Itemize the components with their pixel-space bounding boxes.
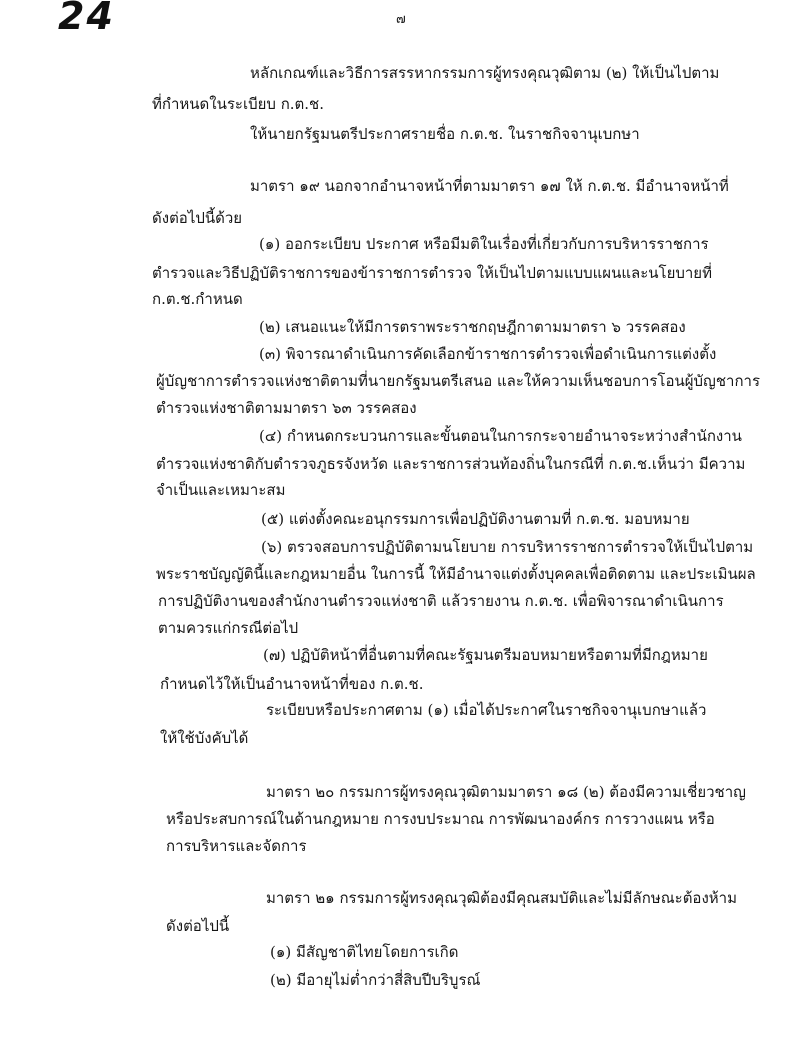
handwritten-page-number: 24 — [58, 0, 115, 38]
text-line: พระราชบัญญัตินี้และกฎหมายอื่น ในการนี้ ให้มีอำนาจแต่งตั้งบุคคลเพื่อติดตาม และประเมินผล — [156, 565, 756, 583]
text-line: ให้ใช้บังคับได้ — [160, 729, 249, 747]
text-line: ระเบียบหรือประกาศตาม (๑) เมื่อได้ประกาศในราชกิจจานุเบกษาแล้ว — [266, 701, 707, 719]
text-line: (๔) กำหนดกระบวนการและขั้นตอนในการกระจายอำนาจระหว่างสำนักงาน — [259, 427, 742, 445]
text-line: การปฏิบัติงานของสำนักงานตำรวจแห่งชาติ แล้วรายงาน ก.ต.ช. เพื่อพิจารณาดำเนินการ — [158, 592, 724, 610]
text-line: ตำรวจแห่งชาติกับตำรวจภูธรจังหวัด และราชการส่วนท้องถิ่นในกรณีที่ ก.ต.ช.เห็นว่า มีความ — [156, 455, 746, 473]
section-heading: มาตรา ๒๐ กรรมการผู้ทรงคุณวุฒิตามมาตรา ๑๘ (๒) ต้องมีความเชี่ยวชาญ — [266, 783, 746, 801]
text-line: การบริหารและจัดการ — [166, 837, 307, 855]
text-line: จำเป็นและเหมาะสม — [156, 481, 286, 499]
text-line: หลักเกณฑ์และวิธีการสรรหากรรมการผู้ทรงคุณวุฒิตาม (๒) ให้เป็นไปตาม — [250, 64, 720, 82]
text-line: ดังต่อไปนี้ — [166, 917, 230, 935]
text-line: ที่กำหนดในระเบียบ ก.ต.ช. — [152, 95, 325, 113]
text-line: ตามควรแก่กรณีต่อไป — [158, 619, 299, 637]
text-line: กำหนดไว้ให้เป็นอำนาจหน้าที่ของ ก.ต.ช. — [160, 675, 424, 693]
text-line: ตำรวจแห่งชาติตามมาตรา ๖๓ วรรคสอง — [156, 399, 417, 417]
text-line: ตำรวจและวิธีปฏิบัติราชการของข้าราชการตำรวจ ให้เป็นไปตามแบบแผนและนโยบายที่ — [152, 264, 712, 282]
text-line: ผู้บัญชาการตำรวจแห่งชาติตามที่นายกรัฐมนตรีเสนอ และให้ความเห็นชอบการโอนผู้บัญชาการ — [156, 372, 760, 390]
text-line: ดังต่อไปนี้ด้วย — [152, 209, 243, 227]
page-number: ๗ — [396, 12, 406, 27]
text-line: (๖) ตรวจสอบการปฏิบัติตามนโยบาย การบริหารราชการตำรวจให้เป็นไปตาม — [261, 538, 754, 556]
text-line: (๒) เสนอแนะให้มีการตราพระราชกฤษฎีกาตามมาตรา ๖ วรรคสอง — [259, 318, 686, 336]
text-line: (๑) ออกระเบียบ ประกาศ หรือมีมติในเรื่องที่เกี่ยวกับการบริหารราชการ — [259, 235, 709, 253]
text-line: (๗) ปฏิบัติหน้าที่อื่นตามที่คณะรัฐมนตรีมอบหมายหรือตามที่มีกฎหมาย — [263, 646, 708, 664]
text-line: (๓) พิจารณาดำเนินการคัดเลือกข้าราชการตำรวจเพื่อดำเนินการแต่งตั้ง — [259, 345, 717, 363]
text-line: หรือประสบการณ์ในด้านกฎหมาย การงบประมาณ การพัฒนาองค์กร การวางแผน หรือ — [166, 810, 715, 828]
text-line: ให้นายกรัฐมนตรีประกาศรายชื่อ ก.ต.ช. ในราชกิจจานุเบกษา — [250, 125, 640, 143]
text-line: (๕) แต่งตั้งคณะอนุกรรมการเพื่อปฏิบัติงานตามที่ ก.ต.ช. มอบหมาย — [261, 510, 690, 528]
section-heading: มาตรา ๒๑ กรรมการผู้ทรงคุณวุฒิต้องมีคุณสมบัติและไม่มีลักษณะต้องห้าม — [266, 889, 737, 907]
text-line: (๒) มีอายุไม่ต่ำกว่าสี่สิบปีบริบูรณ์ — [270, 971, 481, 989]
text-line: ก.ต.ช.กำหนด — [152, 290, 243, 308]
section-heading: มาตรา ๑๙ นอกจากอำนาจหน้าที่ตามมาตรา ๑๗ ให้ ก.ต.ช. มีอำนาจหน้าที่ — [250, 177, 729, 195]
text-line: (๑) มีสัญชาติไทยโดยการเกิด — [270, 943, 459, 961]
